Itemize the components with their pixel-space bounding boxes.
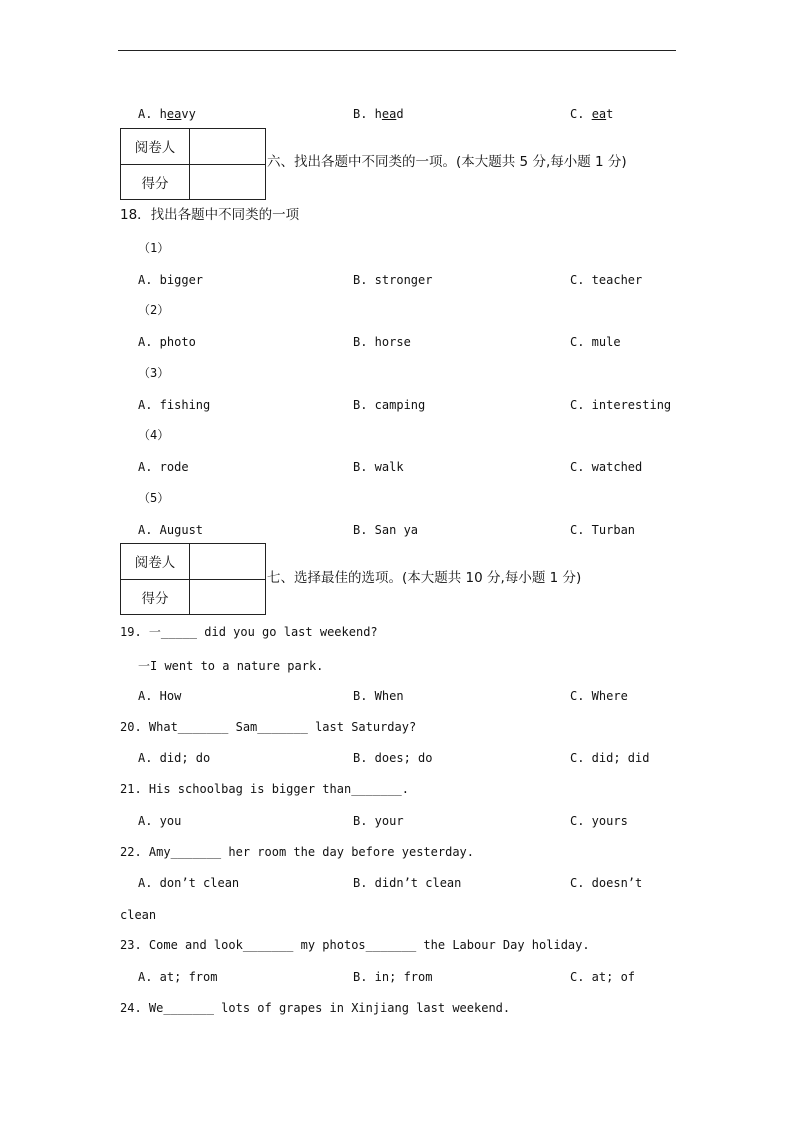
option-a: A. bigger — [138, 273, 204, 287]
option-b: B. does; do — [353, 751, 433, 765]
item-number: （2） — [138, 303, 170, 317]
question-18: 18．找出各题中不同类的一项 — [120, 207, 300, 223]
option-c-wrap: clean — [120, 908, 157, 922]
option-c: C. yours — [570, 814, 628, 828]
section-6-heading: 六、找出各题中不同类的一项。(本大题共 5 分,每小题 1 分) — [267, 154, 627, 170]
question-21: 21. His schoolbag is bigger than_______. — [120, 782, 409, 796]
option-c: C. eat — [570, 107, 614, 121]
reviewer-label: 阅卷人 — [121, 544, 190, 580]
question-22: 22. Amy_______ her room the day before yesterday. — [120, 845, 475, 859]
option-a: A. How — [138, 689, 182, 703]
option-c: C. mule — [570, 335, 621, 349]
section-7-heading: 七、选择最佳的选项。(本大题共 10 分,每小题 1 分) — [267, 570, 582, 586]
question-19: 19. 一_____ did you go last weekend? — [120, 625, 378, 639]
option-a: A. heavy — [138, 107, 196, 121]
option-b: B. didn’t clean — [353, 876, 462, 890]
score-box — [120, 543, 266, 615]
score-box — [120, 128, 266, 200]
option-c: C. did; did — [570, 751, 650, 765]
option-b: B. San ya — [353, 523, 419, 537]
score-label: 得分 — [121, 579, 190, 615]
reviewer-cell[interactable] — [190, 544, 266, 580]
item-number: （3） — [138, 366, 170, 380]
header-rule — [118, 50, 676, 51]
option-b: B. in; from — [353, 970, 433, 984]
option-b: B. head — [353, 107, 404, 121]
score-cell[interactable] — [190, 164, 266, 200]
option-a: A. you — [138, 814, 182, 828]
option-a: A. photo — [138, 335, 196, 349]
option-a: A. don’t clean — [138, 876, 240, 890]
option-b: B. stronger — [353, 273, 433, 287]
option-b: B. your — [353, 814, 404, 828]
reviewer-label: 阅卷人 — [121, 129, 190, 165]
option-c: C. interesting — [570, 398, 672, 412]
option-b: B. walk — [353, 460, 404, 474]
item-number: （1） — [138, 241, 170, 255]
option-a: A. did; do — [138, 751, 211, 765]
item-number: （5） — [138, 491, 170, 505]
option-c: C. Where — [570, 689, 628, 703]
option-c: C. doesn’t — [570, 876, 643, 890]
score-label: 得分 — [121, 164, 190, 200]
item-number: （4） — [138, 428, 170, 442]
option-a: A. at; from — [138, 970, 218, 984]
question-24: 24. We_______ lots of grapes in Xinjiang last weekend. — [120, 1001, 511, 1015]
option-b: B. horse — [353, 335, 411, 349]
question-23: 23. Come and look_______ my photos_______ the Labour Day holiday. — [120, 938, 590, 952]
option-c: C. at; of — [570, 970, 636, 984]
option-a: A. fishing — [138, 398, 211, 412]
score-cell[interactable] — [190, 579, 266, 615]
option-c: C. teacher — [570, 273, 643, 287]
option-a: A. rode — [138, 460, 189, 474]
option-c: C. Turban — [570, 523, 636, 537]
question-20: 20. What_______ Sam_______ last Saturday? — [120, 720, 417, 734]
option-a: A. August — [138, 523, 204, 537]
option-b: B. When — [353, 689, 404, 703]
reviewer-cell[interactable] — [190, 129, 266, 165]
option-b: B. camping — [353, 398, 426, 412]
question-19-reply: 一I went to a nature park. — [138, 659, 324, 673]
option-c: C. watched — [570, 460, 643, 474]
